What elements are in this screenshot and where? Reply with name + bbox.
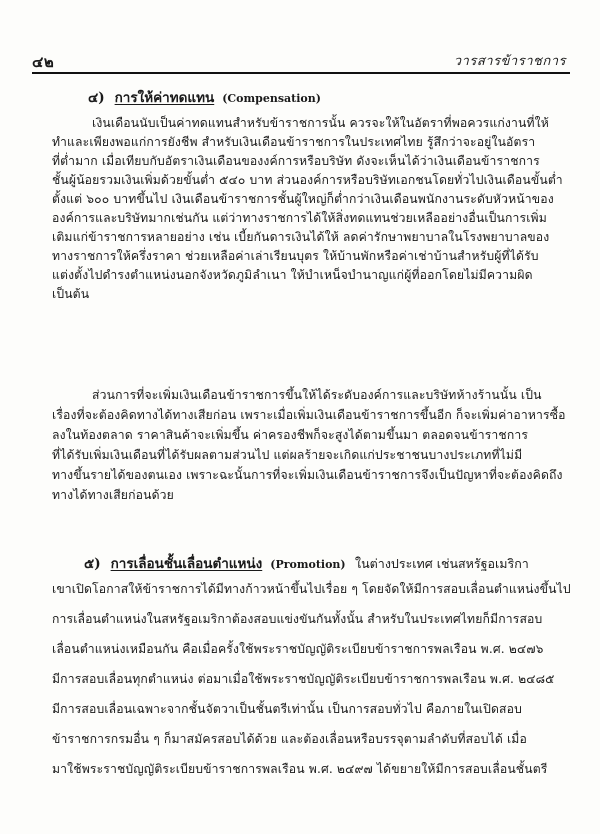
paragraph-line: มาใช้พระราชบัญญัติระเบียบข้าราชการพลเรือน พ.ศ. ๒๔๙๗ ได้ขยายให้มีการสอบเลื่อนชั้นตรี <box>52 762 548 776</box>
paragraph-line: เลื่อนตำแหน่งเหมือนกัน คือเมื่อครั้งใช้พระราชบัญญัติระเบียบข้าราชการพลเรือน พ.ศ. ๒๔๗๖ <box>52 642 544 656</box>
running-header: วารสารข้าราชการ <box>453 54 566 69</box>
paragraph-line: เรื่องที่จะต้องคิดทางได้ทางเสียก่อน เพราะเมื่อเพิ่มเงินเดือนข้าราชการขึ้นอีก ก็จะเพิ่มค่าอาหารซื้อ <box>52 408 566 422</box>
section-number: ๔) <box>88 90 105 106</box>
page-number: ๔๒ <box>32 53 55 71</box>
paragraph-line: ข้าราชการกรมอื่น ๆ ก็มาสมัครสอบได้ด้วย และต้องเลื่อนหรือบรรจุตามลำดับที่สอบได้ เมื่อ <box>52 732 527 746</box>
header-rule <box>32 72 570 74</box>
paragraph-line: ทางได้ทางเสียก่อนด้วย <box>52 488 174 502</box>
paragraph-line: เป็นต้น <box>52 287 90 301</box>
paragraph-line: ทางราชการให้ครึ่งราคา ช่วยเหลือค่าเล่าเรียนบุตร ให้บ้านพักหรือค่าเช่าบ้านสำหรับผู้ที่ได้รับ <box>52 249 539 263</box>
section-title-english: (Promotion) <box>270 558 346 571</box>
paragraph-line: แต่งตั้งไปดำรงตำแหน่งนอกจังหวัดภูมิลำเนา ให้บำเหน็จบำนาญแก่ผู้ที่ออกโดยไม่มีความผิด <box>52 268 533 282</box>
paragraph-line: ส่วนการที่จะเพิ่มเงินเดือนข้าราชการขึ้นให้ได้ระดับองค์การและบริษัทห้างร้านนั้น เป็น <box>92 388 542 402</box>
section-heading-promotion <box>84 552 529 574</box>
paragraph-line: ที่ได้รับเพิ่มเงินเดือนที่ได้รับผลตามส่วนไป แต่ผลร้ายจะเกิดแก่ประชาชนบางประเภทที่ไม่มี <box>52 448 523 462</box>
section-heading-compensation <box>88 86 321 108</box>
section-heading-continuation: ในต่างประเทศ เช่นสหรัฐอเมริกา <box>355 556 529 571</box>
paragraph-line: ทำและเพียงพอแก่การยังชีพ สำหรับเงินเดือนข้าราชการในประเทศไทย รู้สึกว่าจะอยู่ในอัตรา <box>52 135 536 149</box>
paragraph-line: การเลื่อนตำแหน่งในสหรัฐอเมริกาต้องสอบแข่งขันกันทั้งนั้น สำหรับในประเทศไทยก็มีการสอบ <box>52 612 543 626</box>
paragraph-line: องค์การและบริษัทมากเช่นกัน แต่ว่าทางราชการได้ให้สิ่งทดแทนช่วยเหลืออย่างอื่นเป็นการเพิ่ม <box>52 211 547 225</box>
paragraph-line: เขาเปิดโอกาสให้ข้าราชการได้มีทางก้าวหน้าขึ้นไปเรื่อย ๆ โดยจัดให้มีการสอบเลื่อนตำแหน่งขึ้นไป <box>52 582 571 596</box>
paragraph-line: ที่ต่ำมาก เมื่อเทียบกับอัตราเงินเดือนของงค์การหรือบริษัท ดังจะเห็นได้ว่าเงินเดือนข้าราชการ <box>52 154 540 168</box>
paragraph-line: มีการสอบเลื่อนทุกตำแหน่ง ต่อมาเมื่อใช้พระราชบัญญัติระเบียบข้าราชการพลเรือน พ.ศ. ๒๔๘๕ <box>52 672 555 686</box>
paragraph-line: ตั้งแต่ ๖๐๐ บาทขึ้นไป เงินเดือนข้าราชการชั้นผู้ใหญ่ก็ต่ำกว่าเงินเดือนพนักงานระดับหัวหน้าของ <box>52 192 554 206</box>
paragraph-line: ลงในท้องตลาด ราคาสินค้าจะเพิ่มขึ้น ค่าครองชีพก็จะสูงได้ตามขึ้นมา ตลอดจนข้าราชการ <box>52 428 529 442</box>
section-title: การเลื่อนชั้นเลื่อนตำแหน่ง <box>110 556 263 572</box>
paragraph-line: ทางขึ้นรายได้ของตนเอง เพราะฉะนั้นการที่จะเพิ่มเงินเดือนข้าราชการจึงเป็นปัญหาที่จะต้องคิดถึง <box>52 468 563 482</box>
section-title-english: (Compensation) <box>222 92 321 105</box>
section-title: การให้ค่าทดแทน <box>114 90 215 106</box>
paragraph-line: เงินเดือนนับเป็นค่าทดแทนสำหรับข้าราชการนั้น ควรจะให้ในอัตราที่พอควรแก่งานที่ให้ <box>92 116 549 130</box>
paragraph-line: มีการสอบเลื่อนเฉพาะจากชั้นจัตวาเป็นชั้นตรีเท่านั้น เป็นการสอบทั่วไป คือภายในเปิดสอบ <box>52 702 523 716</box>
paragraph-line: ชั้นผู้น้อยรวมเงินเพิ่มด้วยขั้นต่ำ ๕๔๐ บาท ส่วนองค์การหรือบริษัทเอกชนโดยทั่วไปเงินเดือนขั้นต่ำ <box>52 173 563 187</box>
paragraph-line: เติมแก่ข้าราชการหลายอย่าง เช่น เบี้ยกันดารเงินได้ให้ ลดค่ารักษาพยาบาลในโรงพยาบาลของ <box>52 230 550 244</box>
section-number: ๕) <box>84 556 101 572</box>
